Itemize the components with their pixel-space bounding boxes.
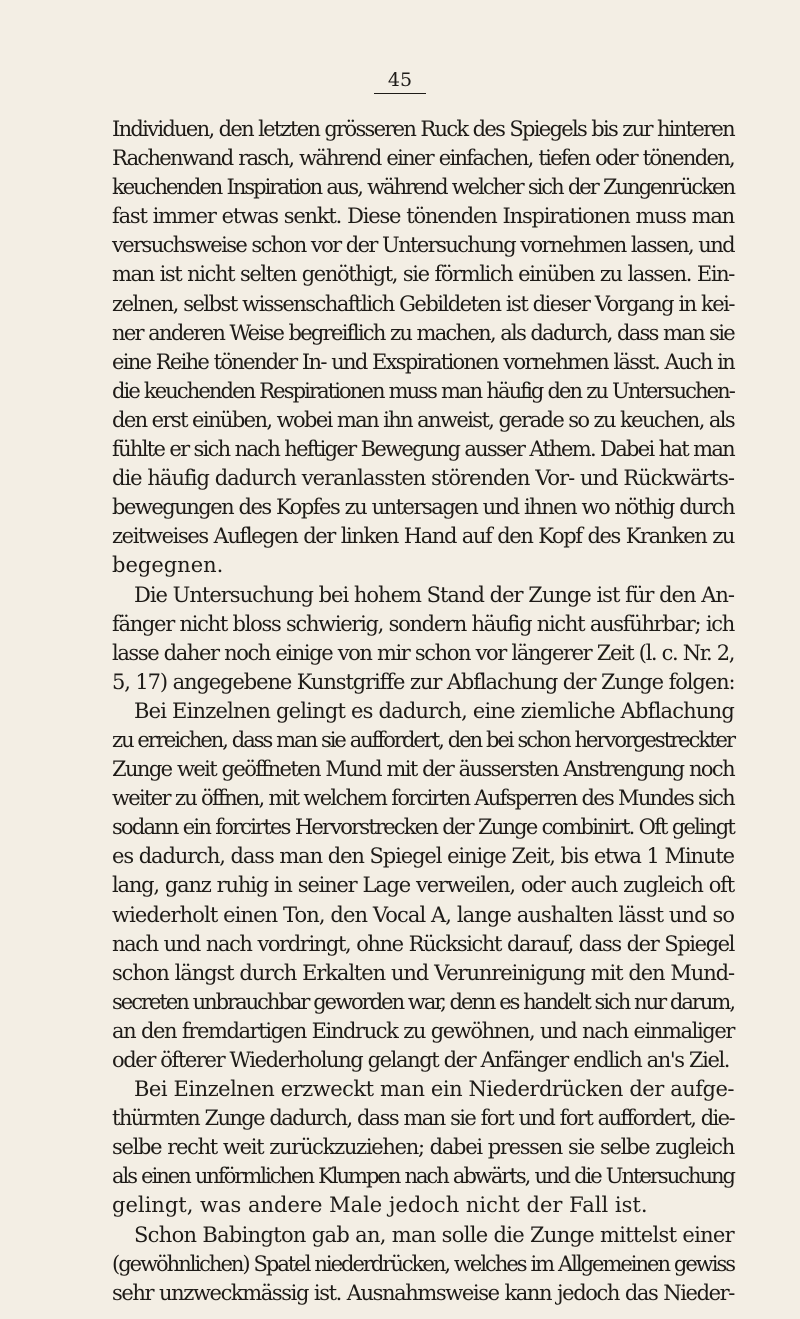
text-line: Bei Einzelnen gelingt es dadurch, eine ziemliche Abflachung (134, 698, 734, 723)
text-line: selbe recht weit zurückzuziehen; dabei pressen sie selbe zugleich (112, 1135, 734, 1160)
text-line: die häufig dadurch veranlassten störenden Vor- und Rückwärts- (112, 466, 734, 491)
body-text (112, 115, 734, 1308)
text-line: weiter zu öffnen, mit welchem forcirten Aufsperren des Mundes sich (112, 786, 734, 811)
text-line: secreten unbrauchbar geworden war, denn es handelt sich nur darum, (112, 989, 734, 1014)
text-line: lang, ganz ruhig in seiner Lage verweilen, oder auch zugleich oft (112, 873, 734, 898)
text-line: fühlte er sich nach heftiger Bewegung ausser Athem. Dabei hat man (112, 437, 734, 462)
text-line: als einen unförmlichen Klumpen nach abwärts, und die Untersuchung (112, 1164, 734, 1189)
text-line: zeitweises Auflegen der linken Hand auf den Kopf des Kranken zu (112, 524, 734, 549)
text-line: es dadurch, dass man den Spiegel einige Zeit, bis etwa 1 Minute (112, 844, 734, 869)
text-line: bewegungen des Kopfes zu untersagen und ihnen wo nöthig durch (112, 495, 734, 520)
text-line: thürmten Zunge dadurch, dass man sie fort und fort auffordert, die- (112, 1106, 734, 1131)
text-line: oder öfterer Wiederholung gelangt der Anfänger endlich an's Ziel. (112, 1048, 730, 1072)
text-line: gelingt, was andere Male jedoch nicht der Fall ist. (112, 1193, 648, 1218)
text-line: Rachenwand rasch, während einer einfachen, tiefen oder tönenden, (112, 146, 734, 171)
text-line: ner anderen Weise begreiflich zu machen, als dadurch, dass man sie (112, 320, 734, 345)
text-line: den erst einüben, wobei man ihn anweist, gerade so zu keuchen, als (112, 407, 735, 432)
text-line: fänger nicht bloss schwierig, sondern häufig nicht ausführbar; ich (112, 611, 734, 636)
text-line: 5, 17) angegebene Kunstgriffe zur Abflachung der Zunge folgen: (112, 669, 735, 694)
text-line: wiederholt einen Ton, den Vocal A, lange aushalten lässt und so (112, 902, 735, 927)
text-line: begegnen. (112, 553, 224, 578)
text-line: Schon Babington gab an, man solle die Zunge mittelst einer (134, 1222, 734, 1247)
text-line: lasse daher noch einige von mir schon vor längerer Zeit (l. c. Nr. 2, (112, 640, 734, 665)
text-line: eine Reihe tönender In- und Exspirationen vornehmen lässt. Auch in (112, 349, 734, 374)
text-line: schon längst durch Erkalten und Verunreinigung mit den Mund- (112, 960, 734, 985)
text-line: zu erreichen, dass man sie auffordert, den bei schon hervorgestreckter (112, 727, 734, 752)
text-line: nach und nach vordringt, ohne Rücksicht darauf, dass der Spiegel (112, 931, 734, 956)
text-line: Zunge weit geöffneten Mund mit der äussersten Anstrengung noch (112, 757, 734, 782)
text-line: die keuchenden Respirationen muss man häufig den zu Untersuchen- (112, 378, 734, 403)
text-line: sehr unzweckmässig ist. Ausnahmsweise kann jedoch das Nieder- (112, 1280, 734, 1305)
text-line: an den fremdartigen Eindruck zu gewöhnen, und nach einmaliger (112, 1018, 734, 1043)
text-line: sodann ein forcirtes Hervorstrecken der Zunge combinirt. Oft gelingt (112, 815, 734, 840)
text-line: fast immer etwas senkt. Diese tönenden Inspirationen muss man (112, 204, 734, 229)
text-line: (gewöhnlichen) Spatel niederdrücken, welches im Allgemeinen gewiss (112, 1251, 734, 1276)
page-number (0, 68, 800, 94)
text-line: Individuen, den letzten grösseren Ruck des Spiegels bis zur hinteren (112, 117, 734, 141)
text-line: keuchenden Inspiration aus, während welcher sich der Zungenrücken (112, 175, 734, 200)
text-line: zelnen, selbst wissenschaftlich Gebildeten ist dieser Vorgang in kei- (112, 291, 734, 316)
text-line: versuchsweise schon vor der Untersuchung vornehmen lassen, und (112, 233, 734, 258)
text-line: Bei Einzelnen erzweckt man ein Niederdrücken der aufge- (134, 1077, 734, 1102)
page-number-text: 45 (374, 68, 426, 94)
text-line: Die Untersuchung bei hohem Stand der Zunge ist für den An- (134, 582, 734, 607)
text-line: man ist nicht selten genöthigt, sie förmlich einüben zu lassen. Ein- (112, 262, 734, 287)
